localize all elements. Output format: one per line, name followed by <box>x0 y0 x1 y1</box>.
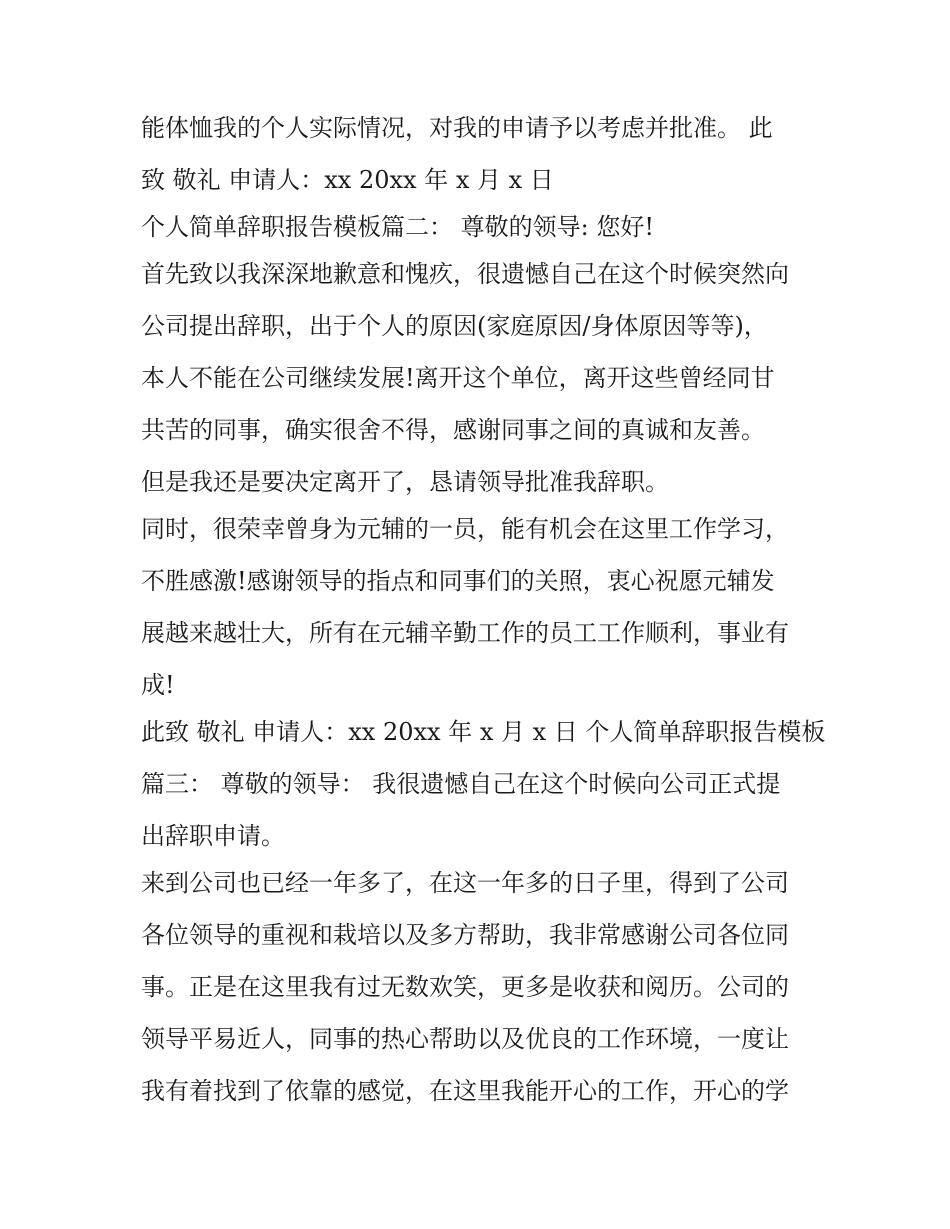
text-line: 篇三： 尊敬的领导： 我很遗憾自己在这个时候向公司正式提 <box>141 770 781 798</box>
text-line: 此致 敬礼 申请人：xx 20xx 年 x 月 x 日 个人简单辞职报告模板 <box>141 718 826 746</box>
text-line: 各位领导的重视和栽培以及多方帮助，我非常感谢公司各位同 <box>141 921 789 949</box>
text-line: 出辞职申请。 <box>141 822 285 850</box>
text-line: 成! <box>141 671 175 699</box>
text-line: 公司提出辞职，出于个人的原因(家庭原因/身体原因等等)， <box>141 312 768 340</box>
text-line: 共苦的同事，确实很舍不得，感谢同事之间的真诚和友善。 <box>141 416 765 444</box>
text-line: 领导平易近人，同事的热心帮助以及优良的工作环境，一度让 <box>141 1025 789 1053</box>
text-line: 事。正是在这里我有过无数欢笑，更多是收获和阅历。公司的 <box>141 973 789 1001</box>
text-line: 但是我还是要决定离开了，恳请领导批准我辞职。 <box>141 468 669 496</box>
text-line: 展越来越壮大，所有在元辅辛勤工作的员工工作顺利，事业有 <box>141 619 789 647</box>
text-line: 能体恤我的个人实际情况，对我的申请予以考虑并批准。 此 <box>141 114 773 142</box>
text-line: 致 敬礼 申请人：xx 20xx 年 x 月 x 日 <box>141 166 554 194</box>
text-line: 来到公司也已经一年多了，在这一年多的日子里，得到了公司 <box>141 869 789 897</box>
document-body <box>141 108 826 1123</box>
text-line: 不胜感激!感谢领导的指点和同事们的关照，衷心祝愿元辅发 <box>141 567 775 595</box>
text-line: 个人简单辞职报告模板篇二： 尊敬的领导: 您好! <box>141 213 654 241</box>
text-line: 我有着找到了依靠的感觉，在这里我能开心的工作，开心的学 <box>141 1077 789 1105</box>
text-line: 同时，很荣幸曾身为元辅的一员，能有机会在这里工作学习， <box>141 515 789 543</box>
text-line: 本人不能在公司继续发展!离开这个单位，离开这些曾经同甘 <box>141 364 775 392</box>
text-line: 首先致以我深深地歉意和愧疚，很遗憾自己在这个时候突然向 <box>141 260 789 288</box>
